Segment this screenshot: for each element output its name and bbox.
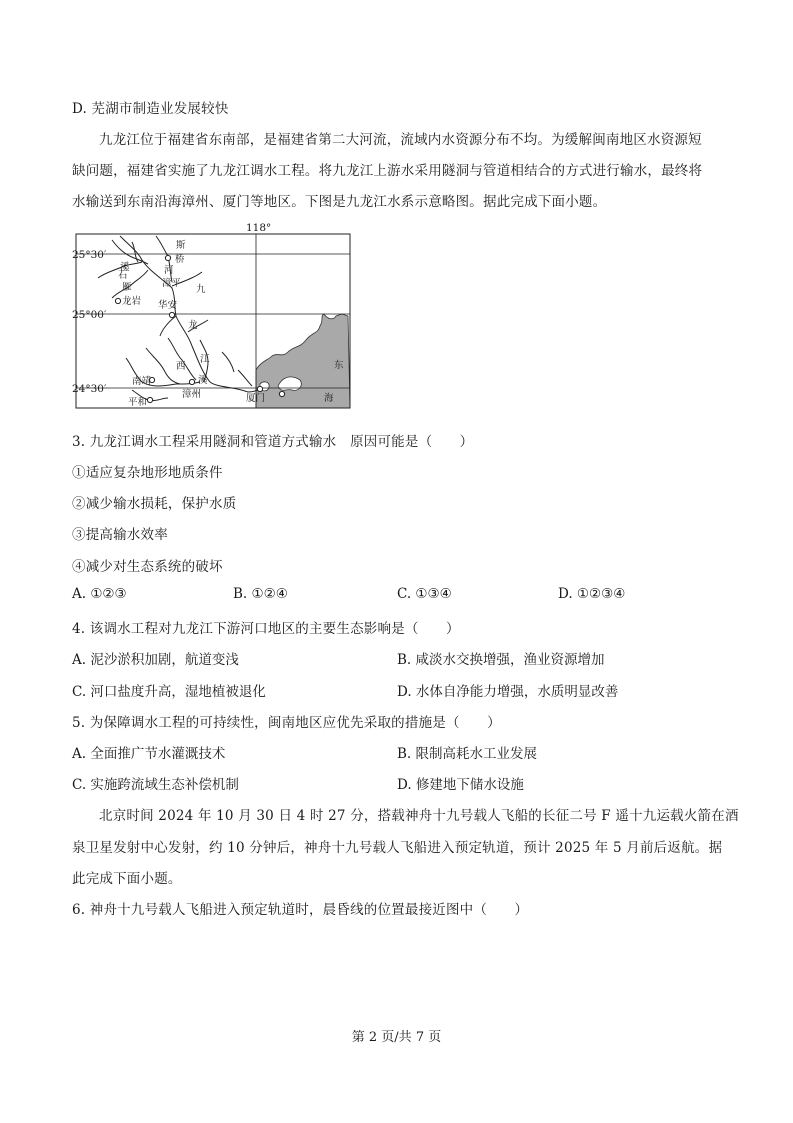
q3-option-a[interactable]: A. ①②③ xyxy=(72,586,127,602)
q4-option-d[interactable]: D. 水体自净能力增强，水质明显改善 xyxy=(397,684,619,700)
label-xi3: 溪 xyxy=(120,262,130,273)
town-marker-xiamen xyxy=(257,386,262,391)
q6-stem: 6. 神舟十九号载人飞船进入预定轨道时，晨昏线的位置最接近图中（ ） xyxy=(72,902,529,918)
town-marker-zhangzhou xyxy=(189,379,194,384)
label-long: 龙 xyxy=(188,320,198,331)
lat-label-2430: 24°30′ xyxy=(72,383,107,395)
q4-option-a[interactable]: A. 泥沙淤积加剧，航道变浅 xyxy=(72,652,239,668)
label-hai: 海 xyxy=(324,393,334,404)
passage1-line-1: 九龙江位于福建省东南部，是福建省第二大河流，流域内水资源分布不均。为缓解闽南地区水资源短 xyxy=(99,132,702,148)
passage1-line-2: 缺问题，福建省实施了九龙江调水工程。将九龙江上游水采用隧洞与管道相结合的方式进行输水，最终将 xyxy=(72,163,703,179)
town-marker-pinghe xyxy=(147,397,152,402)
label-jiang: 江 xyxy=(200,354,210,365)
prev-option-d: D. 芜湖市制造业发展较快 xyxy=(72,101,229,117)
town-marker-xiqiao xyxy=(165,255,170,260)
label-zhangzhou: 漳州 xyxy=(182,389,202,400)
q3-option-c[interactable]: C. ①③④ xyxy=(397,586,452,602)
jiulong-river-map xyxy=(72,222,362,412)
q4-option-c[interactable]: C. 河口盐度升高，湿地植被退化 xyxy=(72,684,266,700)
label-xi1: 斯 xyxy=(176,240,186,251)
q5-option-c[interactable]: C. 实施跨流域生态补偿机制 xyxy=(72,777,239,793)
q3-item-4: ④减少对生态系统的破坏 xyxy=(72,559,223,575)
passage2-line-1: 北京时间 2024 年 10 月 30 日 4 时 27 分，搭载神舟十九号载人飞船的长征二号 F 遥十九运载火箭在酒 xyxy=(99,808,739,824)
label-xi2: 桥 xyxy=(175,254,185,265)
passage1-line-3: 水输送到东南沿海漳州、厦门等地区。下图是九龙江水系示意略图。据此完成下面小题。 xyxy=(72,194,607,210)
label-longyan: 龙岩 xyxy=(122,296,142,307)
label-xiamen: 厦门 xyxy=(246,393,266,404)
label-yan: 雁 xyxy=(122,282,132,293)
passage2-line-2: 泉卫星发射中心发射，约 10 分钟后，神舟十九号载人飞船进入预定轨道，预计 2025 年 5 月前后返航。据 xyxy=(72,840,723,856)
town-marker-huaan xyxy=(169,312,174,317)
label-huaan: 华安 xyxy=(158,300,178,311)
q4-stem: 4. 该调水工程对九龙江下游河口地区的主要生态影响是（ ） xyxy=(72,621,460,637)
label-xi5: 溪 xyxy=(198,375,208,386)
q3-option-d[interactable]: D. ①②③④ xyxy=(558,586,626,602)
label-he: 河 xyxy=(164,265,174,276)
town-marker-longyan xyxy=(115,298,120,303)
q5-option-b[interactable]: B. 限制高耗水工业发展 xyxy=(397,746,538,762)
lat-label-2500: 25°00′ xyxy=(72,309,107,321)
label-nanjing: 南靖 xyxy=(132,376,152,387)
label-shi: 石 xyxy=(118,270,128,281)
page-footer: 第 2 页/共 7 页 xyxy=(351,1030,442,1045)
passage2-line-3: 此完成下面小题。 xyxy=(72,871,182,887)
label-xi4: 西 xyxy=(176,361,186,372)
label-pinghe: 平和 xyxy=(128,397,148,408)
q3-stem: 3. 九龙江调水工程采用隧洞和管道方式输水 原因可能是（ ） xyxy=(72,434,474,450)
lat-label-2530: 25°30′ xyxy=(72,249,107,261)
label-dong: 东 xyxy=(334,360,344,371)
label-jiu: 九 xyxy=(196,284,206,295)
q5-stem: 5. 为保障调水工程的可持续性，闽南地区应优先采取的措施是（ ） xyxy=(72,715,501,731)
q3-item-1: ①适应复杂地形地质条件 xyxy=(72,465,223,481)
q3-item-3: ③提高输水效率 xyxy=(72,527,168,543)
town-marker-east xyxy=(279,391,284,396)
q4-option-b[interactable]: B. 咸淡水交换增强，渔业资源增加 xyxy=(397,652,605,668)
map-lon-label: 118° xyxy=(246,222,272,234)
label-zhangping: 漳平 xyxy=(162,278,182,289)
q3-option-b[interactable]: B. ①②④ xyxy=(233,586,288,602)
q5-option-a[interactable]: A. 全面推广节水灌溉技术 xyxy=(72,746,226,762)
q5-option-d[interactable]: D. 修建地下储水设施 xyxy=(397,777,524,793)
q3-item-2: ②减少输水损耗，保护水质 xyxy=(72,496,237,512)
